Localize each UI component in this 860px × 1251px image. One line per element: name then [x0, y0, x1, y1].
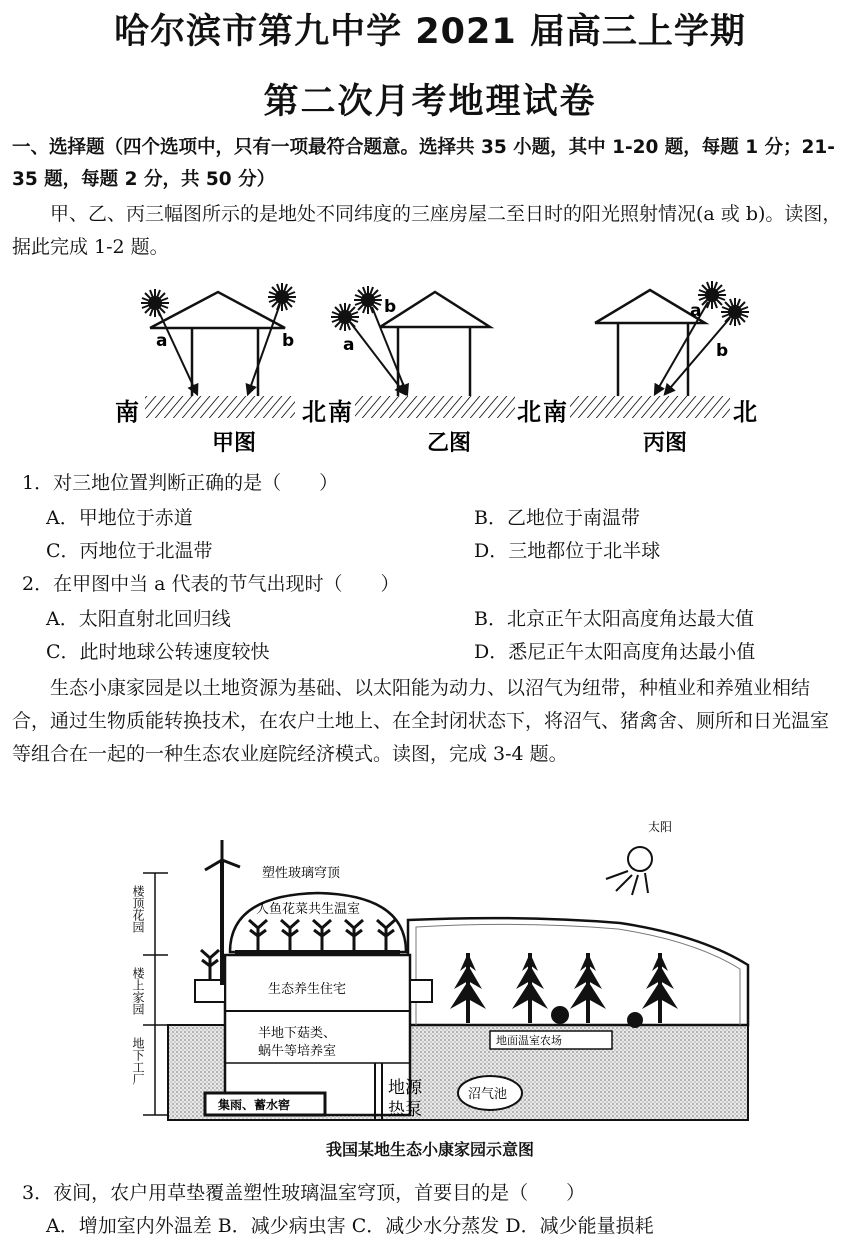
question-3-stem: 3．夜间，农户用草垫覆盖塑性玻璃温室穹顶，首要目的是（ ） — [22, 1182, 586, 1204]
q1-option-c[interactable]: C．丙地位于北温带 — [46, 540, 213, 562]
side-label-upstairs: 楼上家园 — [131, 967, 145, 1015]
panel-caption: 乙图 — [427, 431, 472, 456]
ray-label: a — [343, 335, 355, 355]
ray-label: a — [690, 301, 702, 321]
basement-label-1: 半地下菇类、 — [258, 1026, 337, 1041]
house-bing — [595, 290, 705, 396]
q1-option-a[interactable]: A．甲地位于赤道 — [46, 507, 193, 529]
biogas-label: 沼气池 — [468, 1087, 508, 1102]
figure-caption: 我国某地生态小康家园示意图 — [325, 1140, 534, 1159]
greenhouse-top-label: 人鱼花菜共生温室 — [256, 902, 361, 917]
sun-label: 太阳 — [648, 820, 673, 834]
roof-label: 塑性玻璃穹顶 — [262, 866, 341, 881]
ray-label: b — [282, 331, 295, 351]
sunlight-figure — [0, 270, 860, 460]
side-label-underground: 地下工厂 — [131, 1037, 145, 1085]
ray-label: b — [716, 341, 729, 361]
q3-options[interactable]: A．增加室内外温差 B．减少病虫害 C．减少水分蒸发 D．减少能量损耗 — [46, 1215, 654, 1237]
ray-label: a — [156, 331, 168, 351]
direction-label: 南 — [543, 398, 567, 426]
exam-title-line2: 第二次月考地理试卷 — [263, 82, 597, 122]
q2-option-c[interactable]: C．此时地球公转速度较快 — [46, 641, 270, 663]
direction-label: 南 — [328, 398, 352, 426]
question-2-stem: 2．在甲图中当 a 代表的节气出现时（ ） — [22, 573, 400, 595]
tank-label: 集雨、蓄水窖 — [218, 1098, 291, 1112]
intro-q3-4: 生态小康家园是以土地资源为基础、以太阳能为动力、以沼气为纽带，种植业和养殖业相结合，通过生物质能转换技术，在农户土地上、在全封闭状态下，将沼气、猪禽舍、厕所和日光温室等组合在一起的一种生态农业庭院经济模式。读图，完成 3-4 题。 — [12, 677, 830, 765]
eco-home-diagram — [0, 815, 860, 1135]
q2-option-d[interactable]: D．悉尼正午太阳高度角达最小值 — [474, 641, 756, 663]
exam-title-line1: 哈尔滨市第九中学 2021 届高三上学期 — [114, 12, 746, 52]
intro-q1-2: 甲、乙、丙三幅图所示的是地处不同纬度的三座房屋二至日时的阳光照射情况(a 或 b)。读图，据此完成 1-2 题。 — [12, 203, 842, 258]
panel-caption: 丙图 — [643, 431, 688, 456]
side-label-rooftop: 楼顶花园 — [131, 885, 145, 933]
question-1-stem: 1．对三地位置判断正确的是（ ） — [22, 472, 339, 494]
panel-caption: 甲图 — [212, 431, 257, 456]
direction-label: 北 — [302, 398, 326, 426]
heat-pump-label-2: 热泵 — [388, 1100, 422, 1120]
house-label: 生态养生住宅 — [268, 982, 347, 997]
direction-label: 北 — [517, 398, 541, 426]
q2-option-a[interactable]: A．太阳直射北回归线 — [46, 608, 231, 630]
q1-option-b[interactable]: B．乙地位于南温带 — [474, 507, 640, 529]
farm-label: 地面温室农场 — [496, 1034, 562, 1047]
basement-label-2: 蜗牛等培养室 — [258, 1044, 337, 1059]
heat-pump-label-1: 地源 — [388, 1078, 422, 1098]
ray-label: b — [384, 297, 397, 317]
direction-label: 北 — [733, 398, 757, 426]
section-heading: 一、选择题（四个选项中，只有一项最符合题意。选择共 35 小题，其中 1-20 题，每题 1 分；21-35 题，每题 2 分，共 50 分） — [12, 137, 835, 190]
house-yi — [380, 292, 490, 396]
direction-label: 南 — [115, 398, 139, 426]
q2-option-b[interactable]: B．北京正午太阳高度角达最大值 — [474, 608, 754, 630]
q1-option-d[interactable]: D．三地都位于北半球 — [474, 540, 661, 562]
